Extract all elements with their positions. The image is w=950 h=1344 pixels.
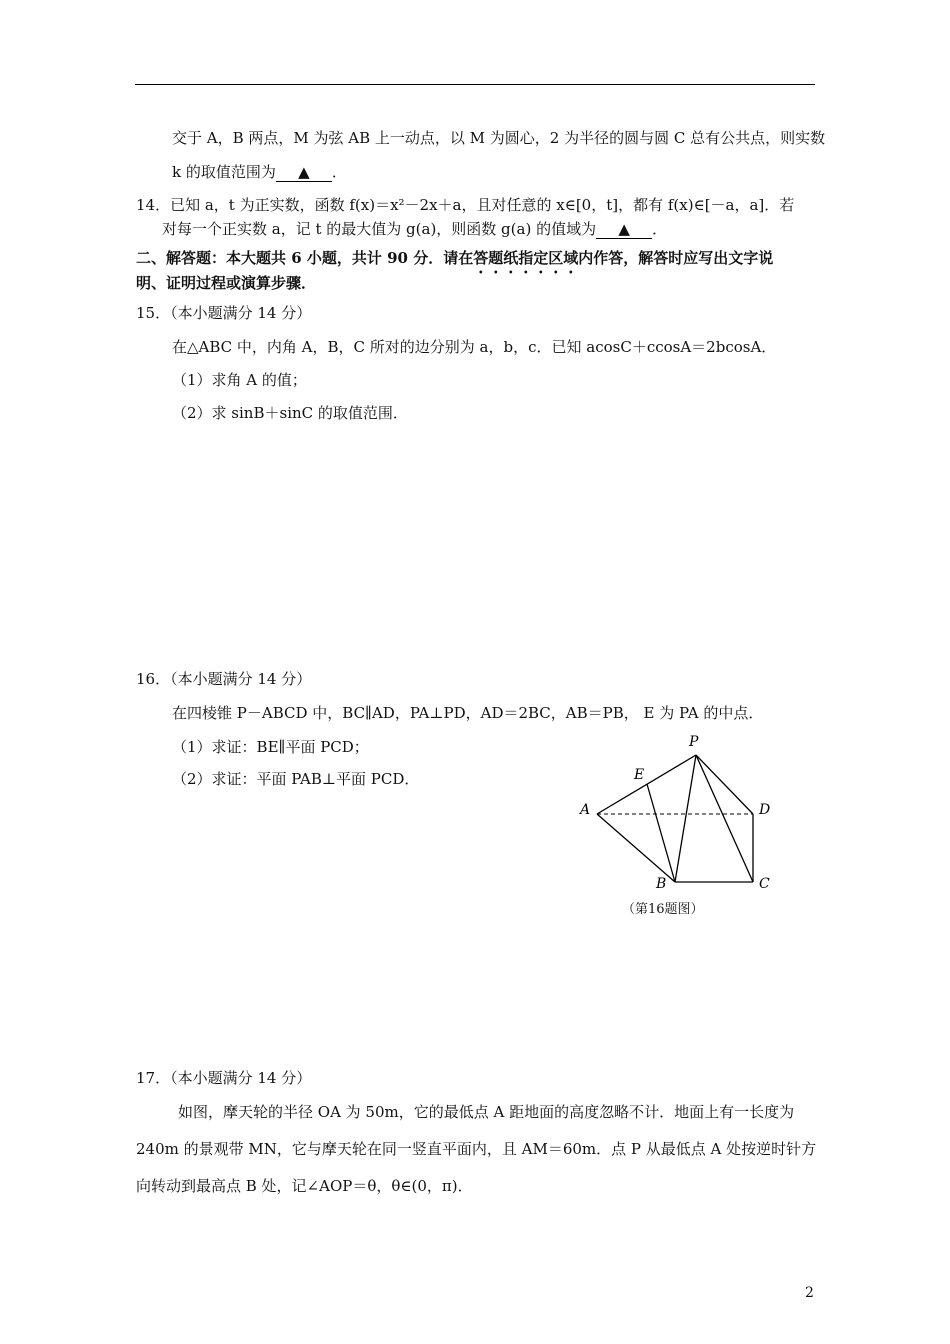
edge-PC — [696, 755, 753, 882]
q16-sub1: （1）求证：BE∥平面 PCD； — [172, 738, 369, 756]
q13-line2-text: k 的取值范围为 — [172, 163, 276, 181]
q17-line3: 向转动到最高点 B 处，记∠AOP＝θ，θ∈(0，π)． — [136, 1177, 473, 1195]
edge-AB — [597, 814, 675, 882]
page-number: 2 — [805, 1285, 814, 1301]
q14-line2-text: 对每一个正实数 a，记 t 的最大值为 g(a)，则函数 g(a) 的值域为 — [162, 220, 597, 238]
q13-continuation-line2 — [172, 162, 347, 182]
label-A: A — [580, 802, 591, 818]
q16-stem: 在四棱锥 P－ABCD 中，BC∥AD，PA⊥PD，AD＝2BC，AB＝PB， E 为 PA 的中点． — [172, 704, 764, 722]
q17-line1: 如图，摩天轮的半径 OA 为 50m，它的最低点 A 距地面的高度忽略不计．地面上有一长度为 — [178, 1103, 795, 1121]
answer-blank: ▲ — [596, 220, 652, 239]
q15-sub2: （2）求 sinB＋sinC 的取值范围． — [172, 404, 408, 422]
pyramid-figure — [570, 725, 790, 895]
q16-sub2: （2）求证：平面 PAB⊥平面 PCD． — [172, 770, 420, 788]
label-E: E — [634, 767, 645, 783]
q14-end: ． — [652, 220, 668, 238]
q15-stem: 在△ABC 中，内角 A，B，C 所对的边分别为 a，b，c．已知 acosC＋ccosA＝2bcosA． — [172, 338, 777, 356]
edge-PB — [675, 755, 696, 882]
q14-line2 — [162, 219, 667, 239]
label-C: C — [759, 876, 770, 892]
q13-end: ． — [331, 163, 347, 181]
label-P: P — [689, 734, 699, 750]
section2-heading-line2: 明、证明过程或演算步骤． — [136, 274, 317, 292]
section2-part2: 内作答，解答时应写出文字说 — [578, 249, 774, 267]
segment-EB — [647, 784, 675, 882]
section2-emphasis: 答题纸指定区域 — [473, 249, 579, 267]
section2-part1: 二、解答题：本大题共 6 小题，共计 90 分．请在 — [136, 249, 474, 267]
q17-header: 17．（本小题满分 14 分） — [136, 1069, 312, 1087]
edge-PD — [696, 755, 753, 814]
answer-blank: ▲ — [276, 163, 332, 182]
q13-continuation-line1: 交于 A，B 两点，M 为弦 AB 上一动点，以 M 为圆心，2 为半径的圆与圆 C 总有公共点，则实数 — [172, 129, 826, 147]
header-rule — [135, 84, 815, 85]
q17-line2: 240m 的景观带 MN，它与摩天轮在同一竖直平面内，且 AM＝60m．点 P 从最低点 A 处按逆时针方 — [136, 1140, 817, 1158]
q15-header: 15．（本小题满分 14 分） — [136, 304, 312, 322]
q16-header: 16．（本小题满分 14 分） — [136, 670, 312, 688]
q14-line1: 14．已知 a，t 为正实数，函数 f(x)＝x²－2x＋a，且对任意的 x∈[0，t]，都有 f(x)∈[－a，a]．若 — [136, 196, 795, 214]
label-B: B — [656, 876, 667, 892]
label-D: D — [759, 802, 771, 818]
figure-caption: （第16题图） — [622, 902, 704, 917]
q15-sub1: （1）求角 A 的值； — [172, 371, 307, 389]
